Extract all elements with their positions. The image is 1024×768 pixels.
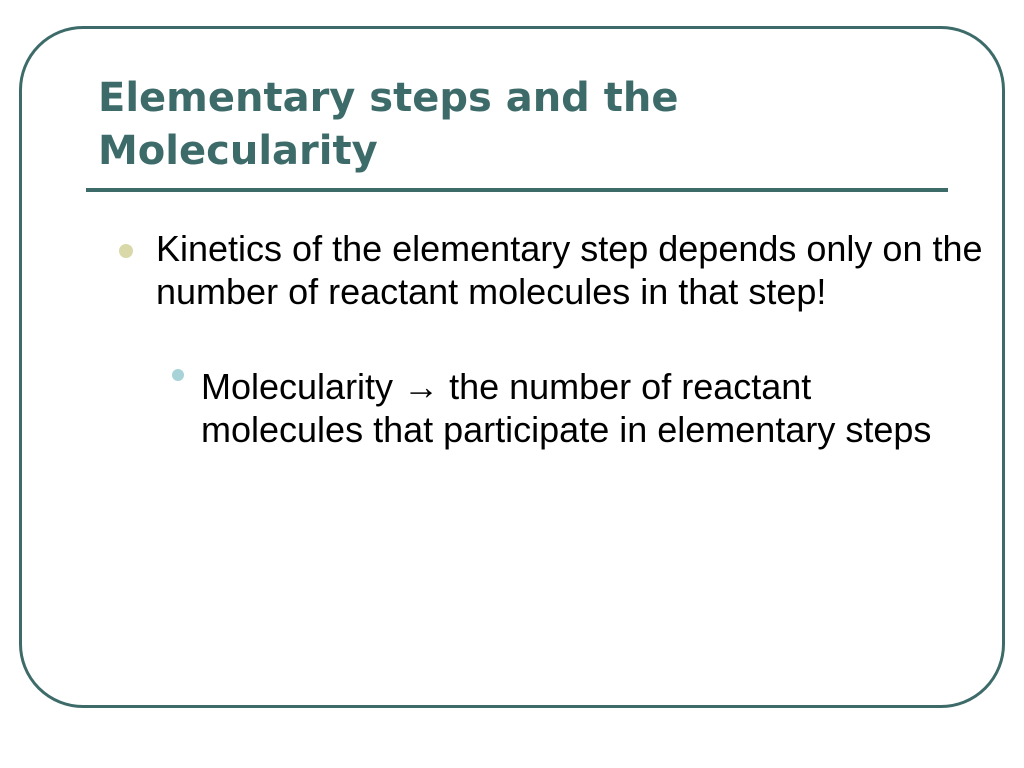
sub-bullet-text: Molecularity → the number of reactant molecules that participate in elementary steps: [201, 366, 932, 450]
title-divider: [86, 188, 948, 192]
bullet-text: Kinetics of the elementary step depends only on the number of reactant molecules in that step!: [156, 228, 983, 312]
sub-bullet-dot-icon: [172, 369, 184, 381]
slide-title: Elementary steps and the Molecularity: [98, 75, 679, 174]
bullet-dot-icon: [119, 244, 133, 258]
